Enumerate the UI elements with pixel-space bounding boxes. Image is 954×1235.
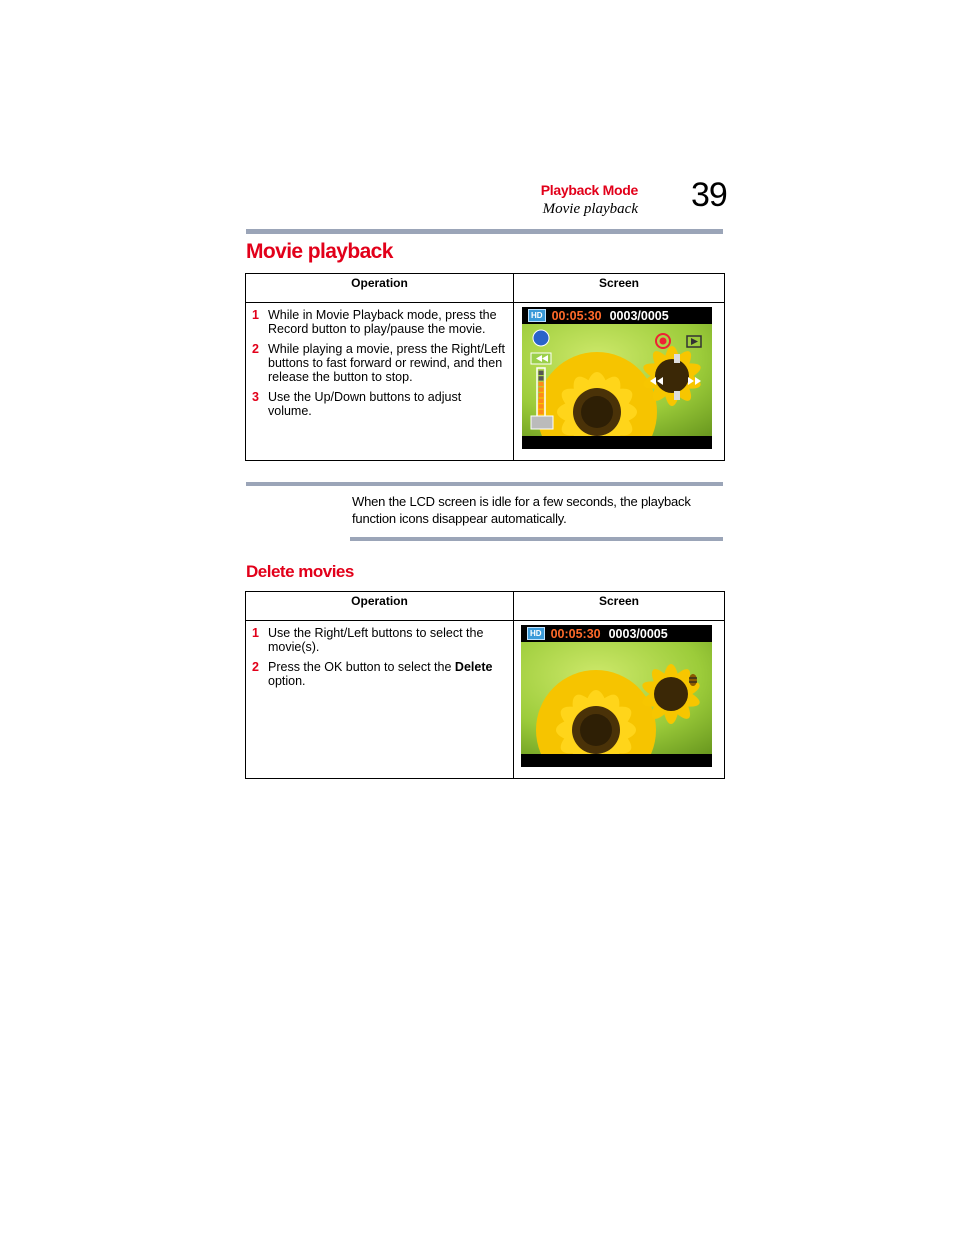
volume-segment bbox=[539, 371, 544, 375]
volume-segment bbox=[539, 410, 544, 414]
delete-option-label: Delete bbox=[454, 660, 493, 674]
volume-segment bbox=[539, 376, 544, 380]
sunflower-image bbox=[521, 642, 712, 754]
section-title-movie-playback: Movie playback bbox=[246, 240, 393, 263]
column-header-operation: Operation bbox=[246, 592, 514, 621]
volume-segment bbox=[539, 399, 544, 403]
lcd-timecode: 00:05:30 bbox=[551, 308, 602, 323]
note-bottom-rule bbox=[350, 537, 723, 541]
step-item: 2 Press the OK button to select the Delete option. bbox=[252, 660, 493, 688]
steps-list bbox=[246, 303, 513, 418]
lcd-status-bar bbox=[522, 307, 712, 324]
step-item: 3 Use the Up/Down buttons to adjust volume. bbox=[252, 390, 462, 418]
operation-cell bbox=[246, 303, 514, 461]
steps-list bbox=[246, 621, 513, 688]
running-header-section: Movie playback bbox=[542, 201, 638, 217]
step-item: 1 While in Movie Playback mode, press the Record button to play/pause the movie. bbox=[252, 308, 497, 336]
sunflower-photo bbox=[522, 324, 712, 436]
operation-cell bbox=[246, 621, 514, 779]
lcd-status-bar bbox=[521, 625, 712, 642]
page-number: 39 bbox=[691, 176, 727, 214]
movie-playback-table bbox=[245, 273, 725, 461]
note-top-rule bbox=[246, 482, 723, 486]
section-title-delete-movies: Delete movies bbox=[246, 562, 354, 581]
volume-segment bbox=[539, 404, 544, 408]
lcd-screen-delete bbox=[521, 625, 712, 767]
note-text: When the LCD screen is idle for a few seconds, the playback function icons disappear automatically. bbox=[352, 494, 691, 526]
step-item: 2 While playing a movie, press the Right/Left buttons to fast forward or rewind, and then release the button to stop. bbox=[252, 342, 505, 384]
lcd-timecode: 00:05:30 bbox=[550, 626, 601, 641]
hd-icon: HD bbox=[527, 627, 545, 640]
header-rule bbox=[246, 229, 723, 234]
volume-segment bbox=[539, 382, 544, 386]
volume-segment bbox=[539, 387, 544, 391]
screen-cell bbox=[514, 303, 725, 461]
running-header-chapter: Playback Mode bbox=[540, 182, 638, 198]
bee-icon bbox=[689, 674, 697, 686]
lcd-footer-bar bbox=[521, 754, 712, 767]
lcd-footer-bar bbox=[522, 436, 712, 449]
delete-movies-table bbox=[245, 591, 725, 779]
step-item: 1 Use the Right/Left buttons to select the movie(s). bbox=[252, 626, 484, 654]
sunflower-photo bbox=[521, 642, 712, 754]
column-header-operation: Operation bbox=[246, 274, 514, 303]
screen-cell bbox=[514, 621, 725, 779]
volume-segment bbox=[539, 393, 544, 397]
column-header-screen: Screen bbox=[514, 592, 725, 621]
lcd-file-counter: 0003/0005 bbox=[608, 626, 668, 641]
lcd-file-counter: 0003/0005 bbox=[609, 308, 669, 323]
hd-icon: HD bbox=[528, 309, 546, 322]
column-header-screen: Screen bbox=[514, 274, 725, 303]
sunflower-image bbox=[522, 324, 712, 436]
lcd-screen-playback bbox=[522, 307, 712, 449]
